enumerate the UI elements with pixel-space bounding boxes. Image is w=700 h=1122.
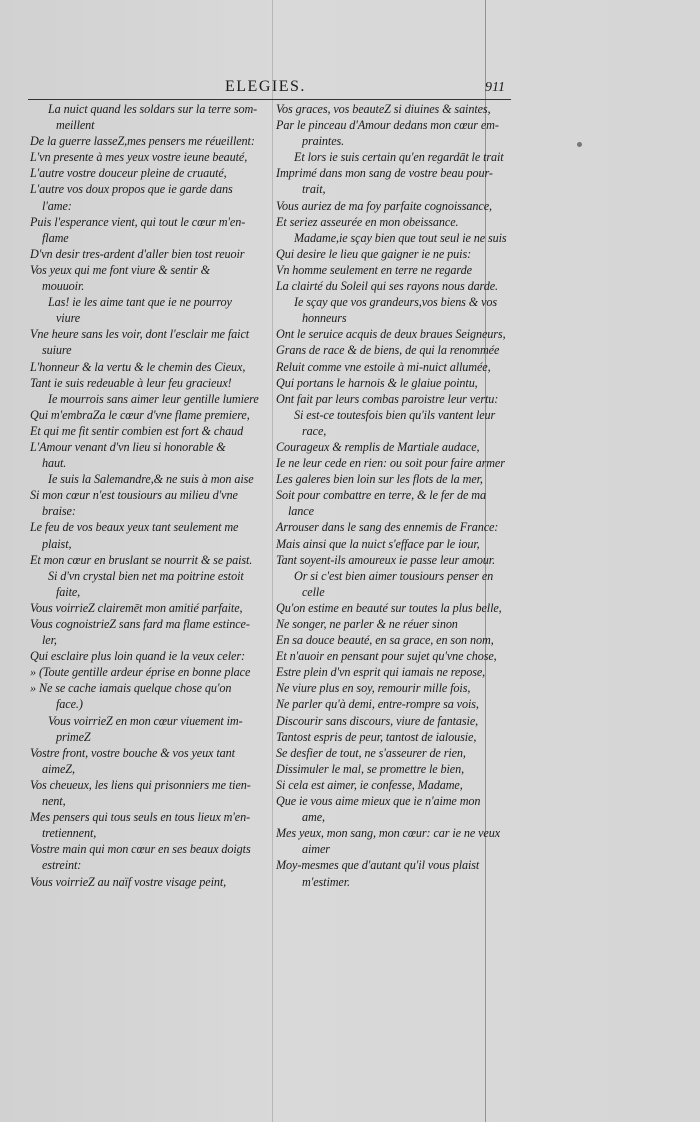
left-text-column [30, 101, 270, 890]
verse-line: face.) [56, 697, 83, 712]
verse-line: L'autre vostre douceur pleine de cruauté, [30, 166, 227, 181]
verse-line: plaist, [42, 536, 72, 551]
verse-line: Vous cognoistrieZ sans fard ma flame estince- [30, 617, 250, 631]
verse-line: Discourir sans discours, viure de fantasie, [276, 713, 479, 728]
running-title: ELEGIES. [225, 78, 306, 95]
verse-line: Imprimé dans mon sang de vostre beau pour- [276, 166, 493, 181]
verse-line: L'vn presente à mes yeux vostre ieune beauté, [30, 150, 248, 165]
verse-line: Le feu de vos beaux yeux tant seulement me [30, 520, 239, 535]
verse-line: Tant ie suis redeuable à leur feu gracieux! [30, 375, 232, 390]
verse-line: Vous auriez de ma foy parfaite cognoissance, [276, 198, 492, 213]
verse-line: Dissimuler le mal, se promettre le bien, [276, 761, 465, 776]
verse-line: nent, [42, 794, 66, 809]
verse-line: Et seriez asseurée en mon obeissance. [276, 214, 459, 229]
verse-line: Et n'auoir en pensant pour sujet qu'vne chose, [276, 649, 497, 664]
verse-line: Ie sçay que vos grandeurs,vos biens & vos [294, 295, 498, 310]
verse-line: tretiennent, [42, 826, 97, 841]
verse-line: De la guerre lasseZ,mes pensers me réueillent: [30, 134, 255, 149]
verse-line: Moy-mesmes que d'autant qu'il vous plaist [276, 858, 480, 873]
verse-line: l'ame: [42, 198, 72, 213]
verse-line: Vous voirrieZ clairemēt mon amitié parfaite, [30, 600, 243, 615]
verse-line: ame, [302, 810, 325, 825]
verse-line: m'estimer. [302, 874, 350, 889]
verse-line: D'vn desir tres-ardent d'aller bien tost reuoir [30, 246, 245, 261]
gutter-fold-line [272, 0, 273, 1122]
verse-line: Les galeres bien loin sur les flots de la mer, [276, 472, 483, 487]
verse-line: celle [302, 584, 325, 599]
verse-line: Madame,ie sçay bien que tout seul ie ne suis [294, 230, 507, 245]
verse-line: aimeZ, [42, 761, 75, 776]
verse-line: Ie ne leur cede en rien: ou soit pour faire armer [276, 456, 505, 471]
verse-line: Si est-ce toutesfois bien qu'ils vantent leur [294, 407, 496, 422]
verse-line: L'honneur & la vertu & le chemin des Cieux, [30, 359, 246, 374]
verse-line: Qui desire le lieu que gaigner ie ne puis: [276, 246, 472, 261]
verse-line: Vn homme seulement en terre ne regarde [276, 262, 472, 277]
verse-line: ler, [42, 633, 57, 648]
verse-line: suiure [42, 343, 72, 358]
verse-line: Mes pensers qui tous seuls en tous lieux m'en- [30, 810, 251, 825]
verse-line: Or si c'est bien aimer tousiours penser en [294, 568, 494, 583]
verse-line: estreint: [42, 858, 82, 873]
verse-line: Vostre front, vostre bouche & vos yeux tant [30, 745, 235, 760]
verse-line: praintes. [302, 134, 345, 149]
verse-line: Qui m'embraZa le cœur d'vne flame premiere, [30, 407, 250, 422]
verse-line: Tantost espris de peur, tantost de ialousie, [276, 729, 477, 744]
verse-line: Vous voirrieZ en mon cœur viuement im- [48, 713, 243, 728]
verse-line: Vos yeux qui me font viure & sentir & [30, 262, 210, 277]
verse-line: Vostre main qui mon cœur en ses beaux doigts [30, 842, 251, 857]
verse-line: Reluit comme vne estoile à mi-nuict allumée, [276, 359, 491, 374]
verse-line: Et lors ie suis certain qu'en regardāt le trait [294, 150, 504, 165]
verse-line: Qu'on estime en beauté sur toutes la plus belle, [276, 600, 502, 615]
verse-line: Que ie vous aime mieux que ie n'aime mon [276, 794, 481, 809]
verse-line: Si mon cœur n'est tousiours au milieu d'vne [30, 488, 238, 503]
verse-line: Qui portans le harnois & le glaiue pointu, [276, 375, 478, 390]
verse-line: Qui esclaire plus loin quand ie la veux celer: [30, 649, 245, 664]
verse-line: Ne viure plus en soy, remourir mille fois, [276, 681, 471, 696]
verse-line: honneurs [302, 311, 347, 326]
verse-line: L'Amour venant d'vn lieu si honorable & [30, 439, 226, 454]
verse-line: mouuoir. [42, 279, 85, 294]
verse-line: Ont le seruice acquis de deux braues Seigneurs, [276, 327, 506, 342]
header-rule [28, 99, 511, 100]
verse-line: » (Toute gentille ardeur éprise en bonne place [30, 665, 251, 680]
verse-line: Vos graces, vos beauteZ si diuines & saintes, [276, 102, 491, 116]
verse-line: faite, [56, 584, 81, 599]
verse-line: trait, [302, 182, 326, 197]
verse-line: braise: [42, 504, 76, 519]
verse-line: race, [302, 423, 327, 438]
verse-line: Ie suis la Salemandre,& ne suis à mon aise [48, 472, 254, 487]
verse-line: meillent [56, 118, 95, 133]
verse-line: Estre plein d'vn esprit qui iamais ne repose, [276, 665, 486, 680]
verse-line: Mais ainsi que la nuict s'efface par le iour, [276, 536, 480, 551]
verse-line: haut. [42, 456, 67, 471]
verse-line: Vos cheueux, les liens qui prisonniers me tien- [30, 777, 251, 792]
page-header [20, 78, 520, 100]
verse-line: viure [56, 311, 81, 326]
verse-line: Ie mourrois sans aimer leur gentille lumiere [48, 391, 259, 406]
verse-line: Ont fait par leurs combas paroistre leur vertu: [276, 391, 499, 406]
verse-line: Tant soyent-ils amoureux ie passe leur amour. [276, 552, 496, 567]
verse-line: Soit pour combattre en terre, & le fer de ma [276, 488, 486, 503]
verse-line: Grans de race & de biens, de qui la renommée [276, 343, 500, 358]
verse-line: Vne heure sans les voir, dont l'esclair me faict [30, 327, 250, 342]
verse-line: Courageux & remplis de Martiale audace, [276, 439, 480, 454]
verse-line: L'autre vos doux propos que ie garde dans [30, 182, 233, 197]
verse-line: Puis l'esperance vient, qui tout le cœur m'en- [30, 214, 246, 229]
verse-line: Las! ie les aime tant que ie ne pourroy [48, 295, 232, 310]
verse-line: primeZ [56, 729, 91, 744]
right-text-column [276, 101, 512, 890]
verse-line: Ne parler qu'à demi, entre-rompre sa vois, [276, 697, 479, 712]
verse-line: Ne songer, ne parler & ne réuer sinon [276, 617, 458, 631]
verse-line: Arrouser dans le sang des ennemis de France: [276, 520, 499, 535]
verse-line: La clairté du Soleil qui ses rayons nous darde. [276, 279, 499, 294]
verse-line: Et qui me fit sentir combien est fort & chaud [30, 423, 244, 438]
verse-line: » Ne se cache iamais quelque chose qu'on [30, 681, 232, 696]
verse-line: En sa douce beauté, en sa grace, en son nom, [276, 633, 494, 648]
verse-line: La nuict quand les soldars sur la terre som- [48, 102, 258, 116]
ink-spot [577, 142, 582, 147]
verse-line: Si d'vn crystal bien net ma poitrine estoit [48, 568, 244, 583]
page-number: 911 [485, 80, 505, 95]
verse-line: lance [288, 504, 314, 519]
verse-line: flame [42, 230, 69, 245]
verse-line: Vous voirrieZ au naïf vostre visage peint, [30, 874, 227, 889]
verse-line: Si cela est aimer, ie confesse, Madame, [276, 777, 463, 792]
verse-line: Mes yeux, mon sang, mon cœur: car ie ne veux [276, 826, 501, 841]
verse-line: Et mon cœur en bruslant se nourrit & se paist. [30, 552, 253, 567]
verse-line: Par le pinceau d'Amour dedans mon cœur em- [276, 118, 499, 133]
verse-line: aimer [302, 842, 330, 857]
verse-line: Se desfier de tout, ne s'asseurer de rien, [276, 745, 466, 760]
